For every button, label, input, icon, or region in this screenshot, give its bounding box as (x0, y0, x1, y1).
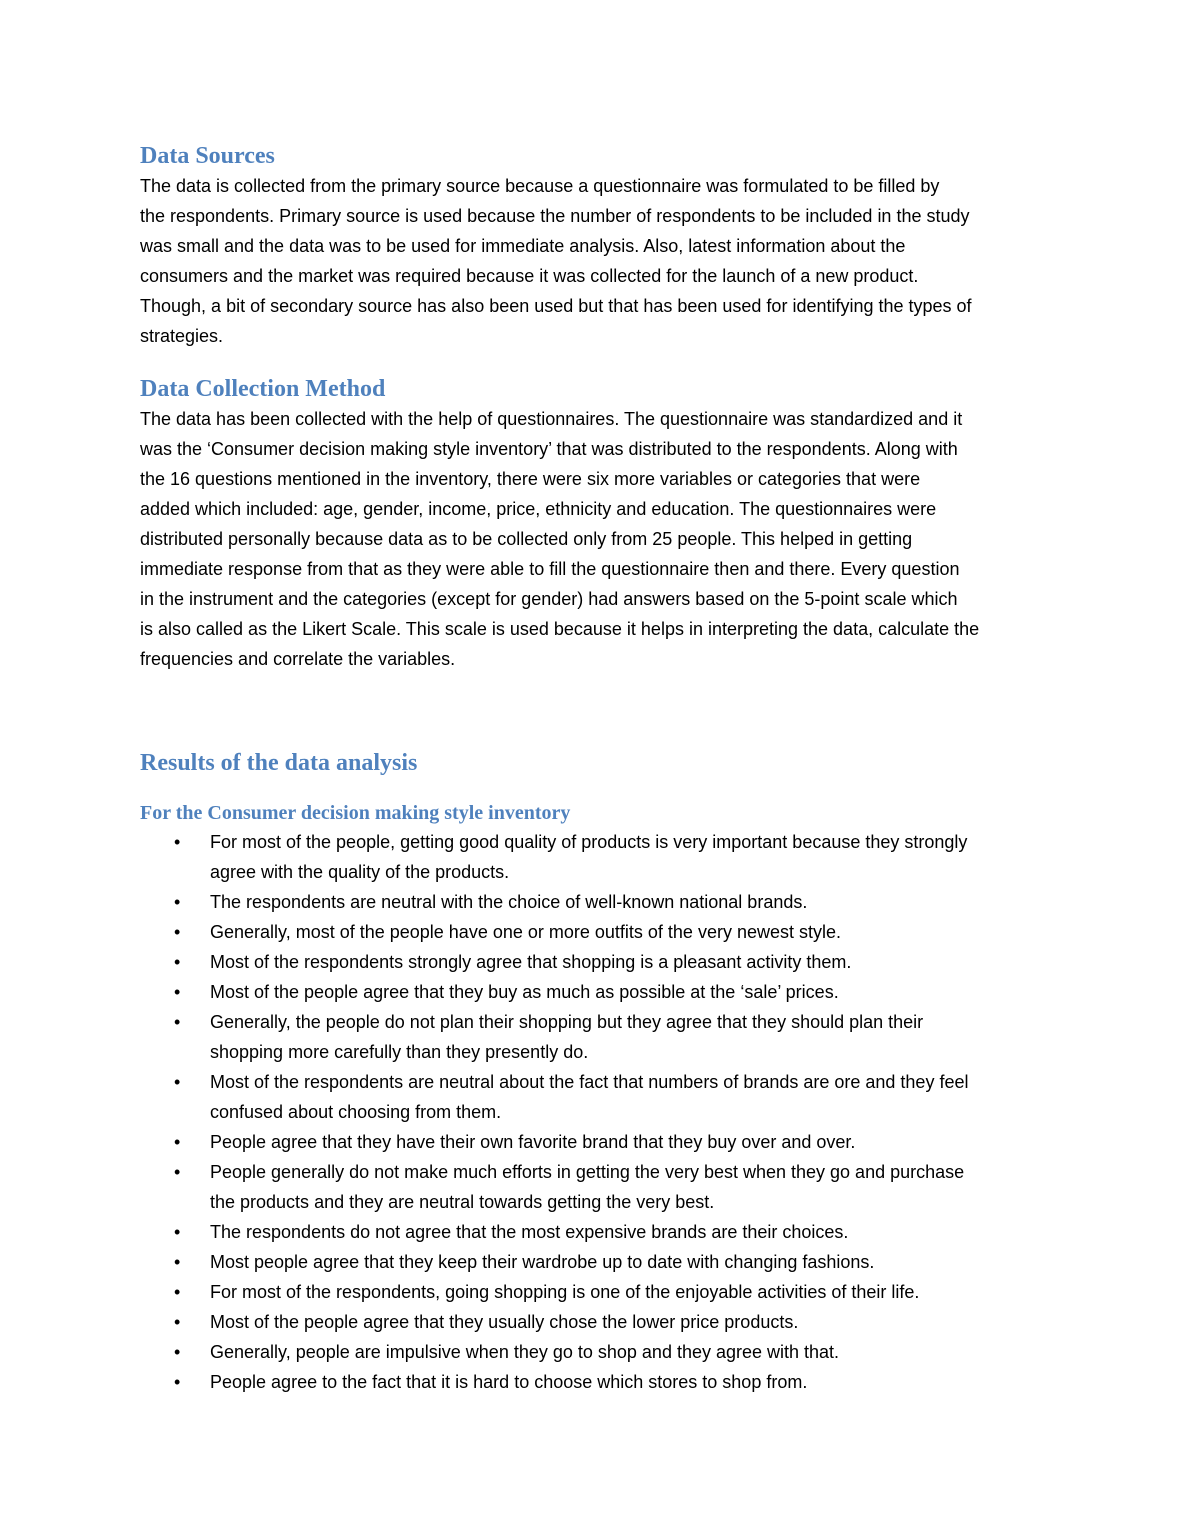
text-line: was small and the data was to be used for immediate analysis. Also, latest information about the (140, 236, 906, 256)
text-line: distributed personally because data as to be collected only from 25 people. This helped in getting (140, 529, 913, 549)
bullet-item (140, 917, 1060, 947)
bullet-item (140, 827, 1060, 887)
text-line: confused about choosing from them. (210, 1102, 502, 1122)
bullet-icon: • (174, 832, 181, 852)
bullet-item (140, 977, 1060, 1007)
text-line: strategies. (140, 326, 224, 346)
paragraph-data-collection (140, 404, 1060, 674)
bullet-item (140, 1157, 1060, 1217)
text-line: was the ‘Consumer decision making style inventory’ that was distributed to the respondents. Along with (140, 439, 958, 459)
text-line: Most of the people agree that they buy as much as possible at the ‘sale’ prices. (210, 982, 839, 1002)
bullet-icon: • (174, 1342, 181, 1362)
text-line: the 16 questions mentioned in the inventory, there were six more variables or categories that were (140, 469, 921, 489)
text-line: immediate response from that as they were able to fill the questionnaire then and there. Every question (140, 559, 960, 579)
text-line: the products and they are neutral towards getting the very best. (210, 1192, 715, 1212)
bullet-item (140, 1277, 1060, 1307)
bullet-icon: • (174, 1132, 181, 1152)
heading-data-collection-method: Data Collection Method (140, 376, 386, 402)
text-line: Most of the people agree that they usually chose the lower price products. (210, 1312, 799, 1332)
bullet-item (140, 1247, 1060, 1277)
text-line: Most of the respondents strongly agree that shopping is a pleasant activity them. (210, 952, 852, 972)
text-line: Generally, the people do not plan their shopping but they agree that they should plan their (210, 1012, 924, 1032)
text-line: Generally, people are impulsive when they go to shop and they agree with that. (210, 1342, 840, 1362)
subheading-inventory: For the Consumer decision making style inventory (140, 802, 571, 824)
text-line: People agree that they have their own favorite brand that they buy over and over. (210, 1132, 856, 1152)
text-line: People agree to the fact that it is hard to choose which stores to shop from. (210, 1372, 808, 1392)
bullet-icon: • (174, 1222, 181, 1242)
text-line: Though, a bit of secondary source has also been used but that has been used for identifying the types of (140, 296, 972, 316)
text-line: The data is collected from the primary source because a questionnaire was formulated to be filled by (140, 176, 940, 196)
bullet-icon: • (174, 1072, 181, 1092)
text-line: the respondents. Primary source is used because the number of respondents to be included in the study (140, 206, 970, 226)
bullet-icon: • (174, 982, 181, 1002)
paragraph-data-sources (140, 171, 1060, 351)
bullet-item (140, 947, 1060, 977)
bullet-item (140, 1127, 1060, 1157)
results-bullet-list (140, 827, 1060, 1397)
text-line: agree with the quality of the products. (210, 862, 510, 882)
text-line: People generally do not make much efforts in getting the very best when they go and purchase (210, 1162, 965, 1182)
text-line: is also called as the Likert Scale. This scale is used because it helps in interpreting the data, calculate the (140, 619, 980, 639)
text-line: shopping more carefully than they presently do. (210, 1042, 589, 1062)
text-line: For most of the respondents, going shopping is one of the enjoyable activities of their life. (210, 1282, 920, 1302)
text-line: Most people agree that they keep their wardrobe up to date with changing fashions. (210, 1252, 875, 1272)
bullet-icon: • (174, 1312, 181, 1332)
bullet-item (140, 887, 1060, 917)
bullet-icon: • (174, 1252, 181, 1272)
bullet-icon: • (174, 1282, 181, 1302)
bullet-item (140, 1307, 1060, 1337)
bullet-icon: • (174, 1372, 181, 1392)
text-line: The respondents are neutral with the choice of well-known national brands. (210, 892, 808, 912)
bullet-icon: • (174, 922, 181, 942)
bullet-icon: • (174, 1162, 181, 1182)
section-results (140, 748, 1060, 1397)
text-line: Generally, most of the people have one or more outfits of the very newest style. (210, 922, 841, 942)
text-line: For most of the people, getting good quality of products is very important because they strongly (210, 832, 968, 852)
section-data-collection (140, 374, 1060, 674)
text-line: added which included: age, gender, income, price, ethnicity and education. The questionnaires were (140, 499, 937, 519)
heading-results: Results of the data analysis (140, 750, 418, 776)
bullet-item (140, 1367, 1060, 1397)
text-line: frequencies and correlate the variables. (140, 649, 456, 669)
bullet-icon: • (174, 1012, 181, 1032)
section-data-sources (140, 141, 1060, 351)
bullet-item (140, 1067, 1060, 1127)
bullet-item (140, 1007, 1060, 1067)
text-line: The data has been collected with the help of questionnaires. The questionnaire was standardized and it (140, 409, 963, 429)
bullet-icon: • (174, 952, 181, 972)
heading-data-sources: Data Sources (140, 143, 275, 169)
bullet-item (140, 1217, 1060, 1247)
text-line: consumers and the market was required because it was collected for the launch of a new product. (140, 266, 919, 286)
text-line: The respondents do not agree that the most expensive brands are their choices. (210, 1222, 849, 1242)
text-line: Most of the respondents are neutral about the fact that numbers of brands are ore and they feel (210, 1072, 969, 1092)
text-line: in the instrument and the categories (except for gender) had answers based on the 5-point scale which (140, 589, 958, 609)
bullet-item (140, 1337, 1060, 1367)
bullet-icon: • (174, 892, 181, 912)
